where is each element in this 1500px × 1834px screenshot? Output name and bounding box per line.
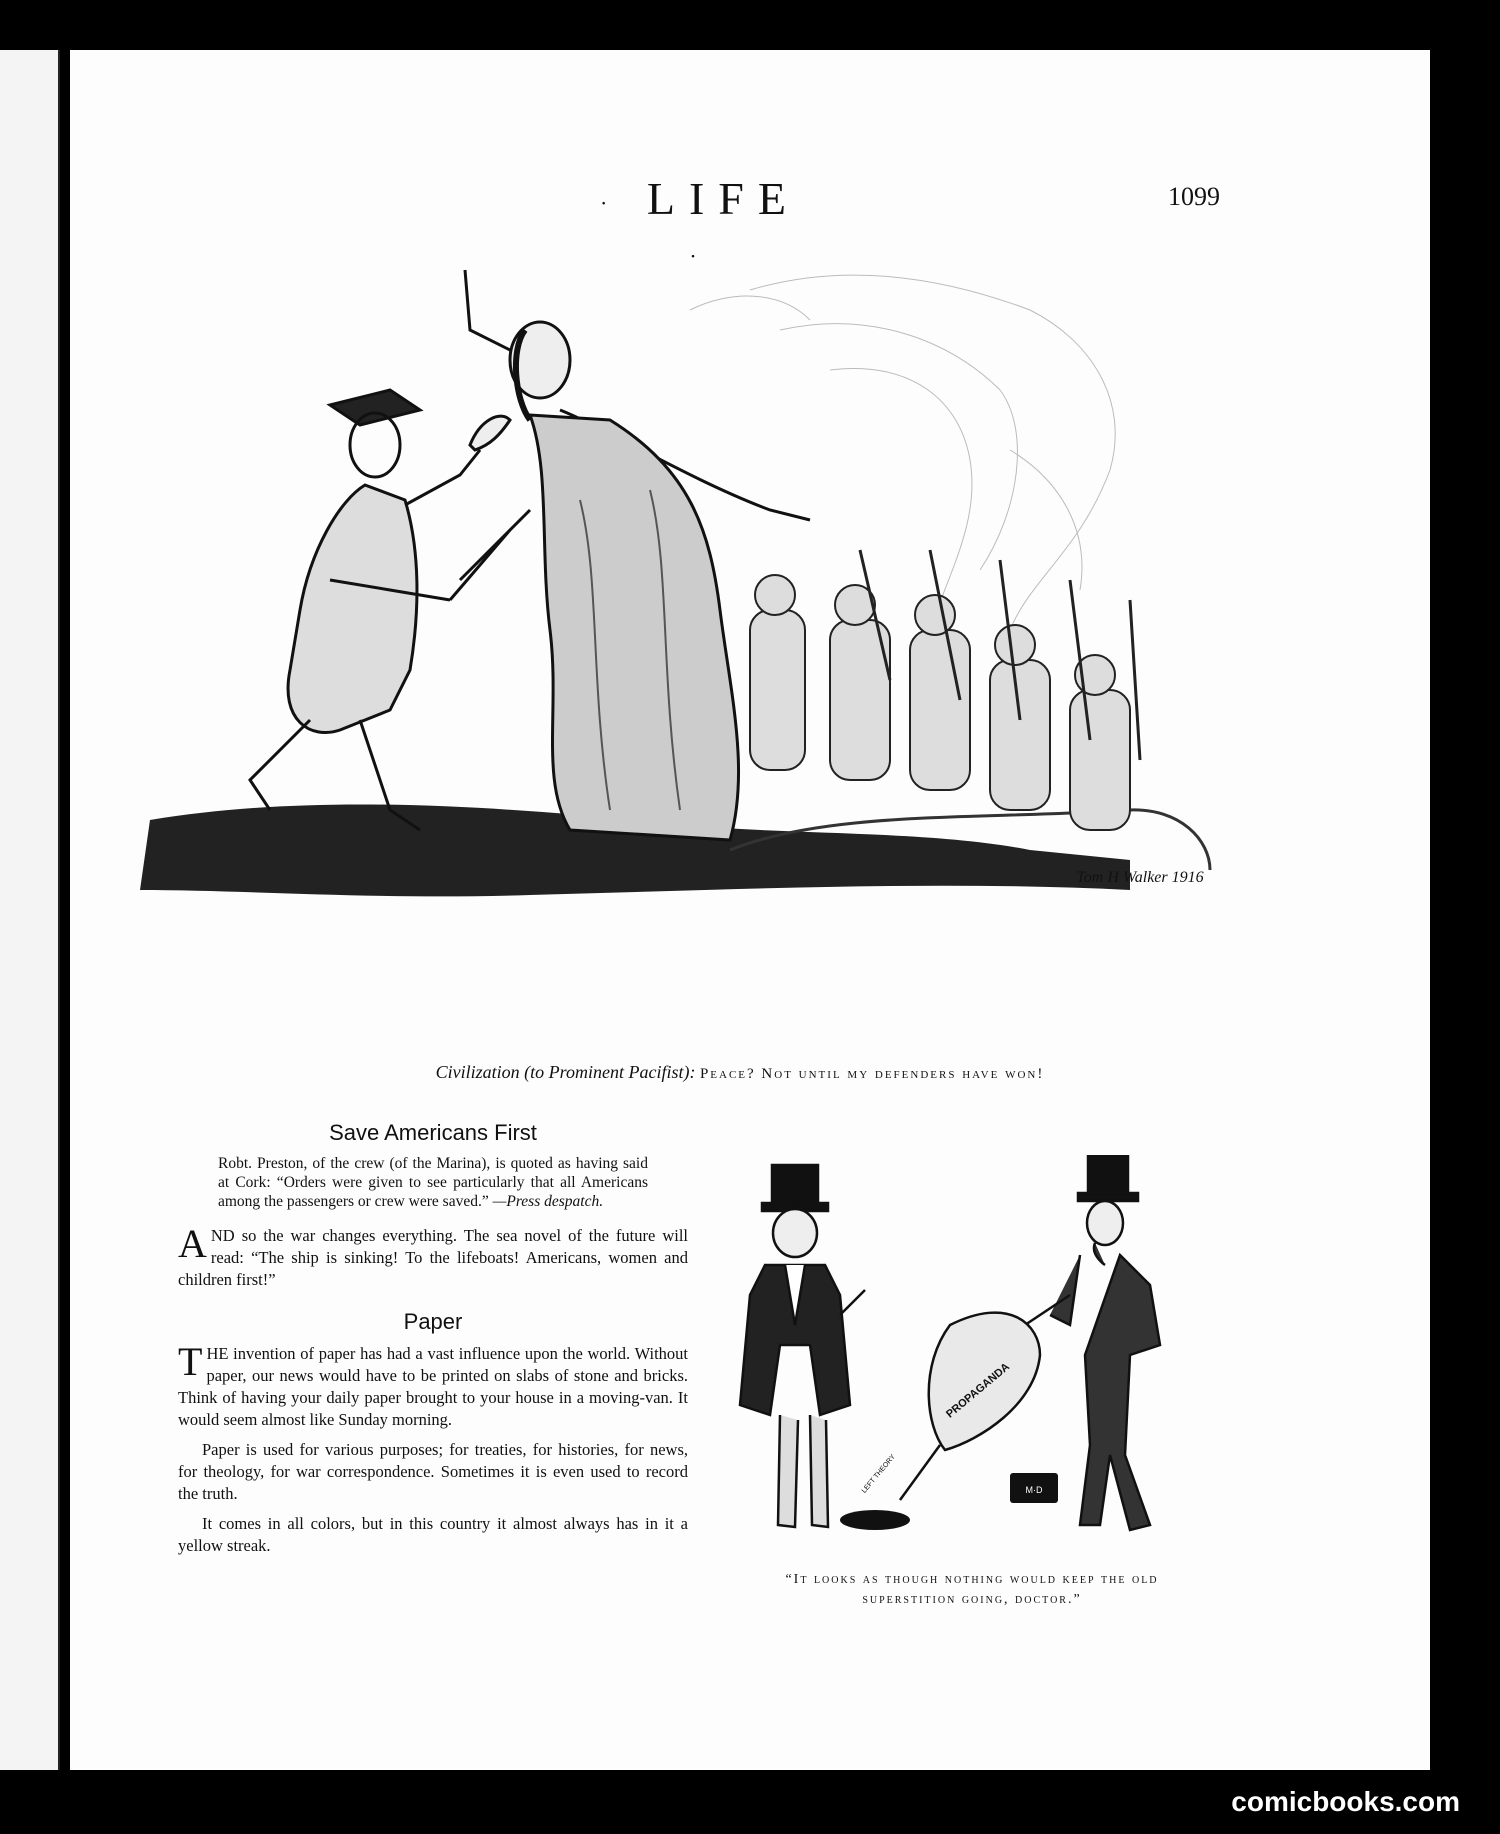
masthead-dot-left: · bbox=[600, 190, 622, 216]
pacifist-figure bbox=[250, 390, 530, 830]
article2-paragraph-1 bbox=[178, 1339, 688, 1431]
article-heading-save-americans: Save Americans First bbox=[329, 1120, 537, 1145]
doctor-figure bbox=[1050, 1155, 1160, 1530]
old-gentleman-figure bbox=[740, 1165, 865, 1527]
masthead-dot-right: · bbox=[689, 243, 711, 269]
bottom-cartoon-illustration bbox=[710, 1155, 1270, 1565]
press-quote bbox=[178, 1154, 688, 1211]
page-number: 1099 bbox=[1168, 182, 1220, 211]
top-cartoon-caption bbox=[120, 1062, 1360, 1083]
caption-speaker: Civilization (to Prominent Pacifist): bbox=[435, 1062, 696, 1082]
dropcap-t: T bbox=[178, 1339, 203, 1384]
top-cartoon-illustration bbox=[130, 250, 1350, 1050]
previous-page-edge bbox=[0, 50, 60, 1770]
article2-p1-text: HE invention of paper has had a vast influence upon the world. Without paper, our news would have to be printed on slabs of stone and bricks. Think of having your daily paper brought to your house in a moving-van. It would seem almost like Sunday morning. bbox=[178, 1344, 688, 1429]
bag-label: M·D bbox=[1025, 1485, 1043, 1495]
article1-body bbox=[178, 1221, 688, 1291]
smoke-background bbox=[690, 275, 1115, 630]
bottom-cartoon-caption bbox=[712, 1570, 1232, 1610]
soldiers-group bbox=[750, 550, 1140, 830]
dropcap-a: A bbox=[178, 1221, 207, 1266]
press-quote-text: Robt. Preston, of the crew (of the Marina), is quoted as having said at Cork: “Orders were given to see particularly that all Americans among the passengers or crew were saved.” bbox=[218, 1155, 648, 1210]
top-cartoon-signature: Tom H Walker 1916 bbox=[1076, 869, 1204, 886]
article2-paragraph-3: It comes in all colors, but in this country it almost always has in it a yellow streak. bbox=[178, 1514, 688, 1555]
text-column bbox=[178, 1120, 688, 1565]
bottom-caption-line2: superstition going, doctor.” bbox=[862, 1592, 1082, 1607]
watermark: comicbooks.com bbox=[1231, 1786, 1460, 1817]
propaganda-bellows bbox=[900, 1295, 1070, 1500]
doctors-bag bbox=[1010, 1473, 1058, 1503]
ash-pile bbox=[840, 1453, 910, 1530]
ash-label: LEFT THEORY bbox=[860, 1453, 897, 1495]
caption-speech: Peace? Not until my defenders have won! bbox=[699, 1066, 1045, 1082]
article1-text: ND so the war changes everything. The sea novel of the future will read: “The ship is sinking! To the lifeboats! Americans, women and children first!” bbox=[178, 1226, 688, 1289]
bellows-label: PROPAGANDA bbox=[944, 1360, 1013, 1421]
bottom-caption-line1: “It looks as though nothing would keep the old bbox=[785, 1572, 1159, 1587]
press-quote-source: —Press despatch. bbox=[492, 1193, 604, 1210]
masthead-title: LIFE bbox=[646, 173, 800, 224]
article2-paragraph-2: Paper is used for various purposes; for treaties, for histories, for news, for theology, for war correspondence. Sometimes it is even used to record the truth. bbox=[178, 1440, 688, 1503]
article-heading-paper: Paper bbox=[403, 1309, 463, 1334]
